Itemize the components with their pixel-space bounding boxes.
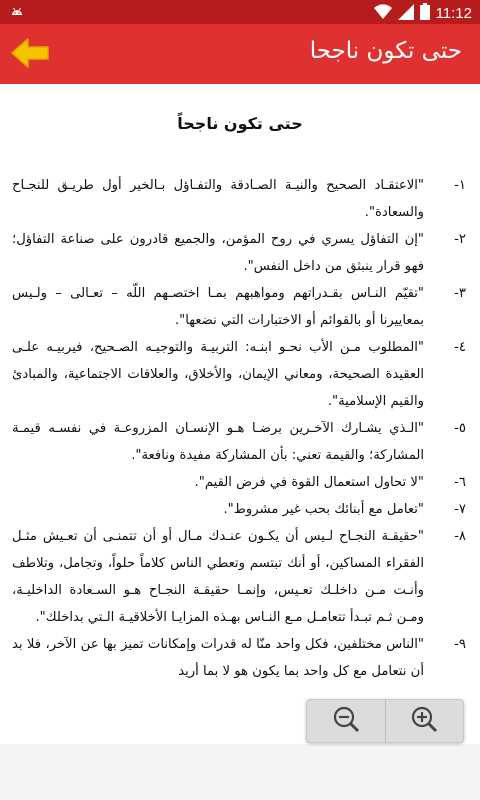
item-number: ٣- (454, 286, 466, 301)
numbered-list (10, 172, 470, 685)
list-item (10, 415, 470, 469)
back-arrow-icon (10, 55, 52, 74)
list-item (10, 334, 470, 415)
list-item (10, 280, 470, 334)
item-number: ٤- (454, 340, 466, 355)
app-bar (0, 24, 480, 84)
list-item (10, 631, 470, 685)
item-text: "الناس مختلفين، فكل واحد منّا له قدرات وإمكانات تميز بها عن الآخر، فلا بد أن نتعامل مع كل واحد بما يكون هو لا بما أريد (12, 637, 424, 679)
item-text: "إن التفاؤل يسري في روح المؤمن، والجميع قادرون على صناعة التفاؤل؛ فهو قرار ينبثق من داخل النفس". (12, 232, 424, 274)
zoom-out-button[interactable] (307, 700, 385, 742)
zoom-out-icon (332, 705, 360, 737)
list-item (10, 469, 470, 496)
app-title: حتى تكون ناجحا (309, 38, 462, 64)
status-bar (0, 0, 480, 24)
list-item (10, 523, 470, 631)
item-number: ٨- (454, 529, 466, 544)
item-text: "الـذي يشـارك الآخـرين برضـا هـو الإنسـان المزروعـة في نفسـه قيمـة المشاركة؛ والقيمة تعني: بأن المشاركة مفيدة ونافعة". (12, 421, 424, 463)
item-number: ٦- (454, 475, 466, 490)
zoom-in-icon (410, 705, 438, 737)
wifi-icon (374, 4, 392, 24)
item-number: ٢- (454, 232, 466, 247)
item-text: "الاعتقـاد الصحيح والنيـة الصـادقة والتفـاؤل بـالخير أول طريـق للنجـاح والسعادة". (12, 178, 424, 220)
zoom-controls (306, 699, 464, 743)
item-number: ١- (454, 178, 466, 193)
item-text: "لا تحاول استعمال القوة في فرض القيم". (194, 475, 424, 490)
list-item (10, 496, 470, 523)
item-number: ٩- (454, 637, 466, 652)
zoom-in-button[interactable] (385, 700, 464, 742)
status-time: 11:12 (435, 5, 472, 22)
item-text: "تقيّم النـاس بقـدراتهم ومواهبهم بمـا اختصـهم اللّه – تعـالى – ولـيس بمعاييرنا أو بالقوائم أو الاختبارات التي نضعها". (12, 286, 424, 328)
battery-icon (420, 3, 430, 24)
android-notification-icon (8, 3, 26, 25)
back-button[interactable] (10, 36, 52, 70)
cellular-signal-icon (398, 4, 414, 24)
item-text: "تعامل مع أبنائك بحب غير مشروط". (223, 502, 424, 517)
item-number: ٧- (454, 502, 466, 517)
list-item (10, 226, 470, 280)
item-text: "حقيقـة النجـاح لـيس أن يكـون عنـدك مـال أو أن تتمنـى أن تعـيش مثـل الفقراء المساكين، أو أنك تبتسم وتعطي الناس كلاماً حلواً، وتجامل، وتلاطف وأنـت مـن داخلـك تعـيس، وإنمـا حقيقـة النجـاح هـو السـعادة الداخليـة، ومـن ثـم تبـدأ تتعامـل مـع النـاس بهـذه المزايـا الأخلاقيـة الـتي بداخلك". (12, 529, 424, 625)
document-content[interactable] (0, 84, 480, 744)
item-number: ٥- (454, 421, 466, 436)
bottom-area (0, 744, 480, 800)
item-text: "المطلوب مـن الأب نحـو ابنـه: التربيـة والتوجيـه الصـحيح، فيربيـه علـى العقيدة الصحيحة، ومعاني الإيمان، والأخلاق، والعلاقات الاجتماعية، والمبادئ والقيم الإسلامية". (12, 340, 424, 409)
document-title: حتى تكون ناجحاً (177, 114, 303, 133)
list-item (10, 172, 470, 226)
